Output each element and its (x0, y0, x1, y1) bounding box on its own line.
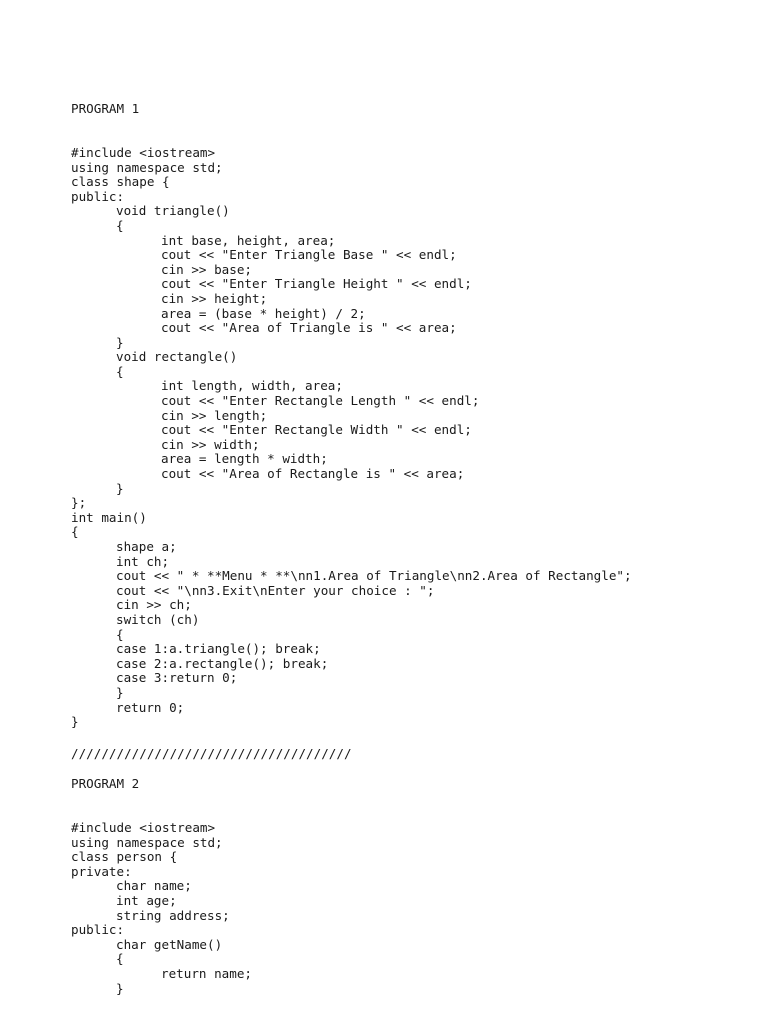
code-line: cin >> length; (161, 407, 268, 423)
code-line: public: (71, 188, 125, 204)
program-2-title: PROGRAM 2 (71, 776, 140, 792)
code-line: cin >> base; (161, 261, 252, 277)
code-line: { (71, 524, 79, 540)
code-line: return 0; (116, 699, 185, 715)
code-line: { (116, 951, 124, 967)
code-line: } (71, 714, 79, 730)
code-line: int length, width, area; (161, 378, 343, 394)
code-line: char name; (116, 878, 192, 894)
separator-text: ///////////////////////////////////// (71, 746, 352, 762)
program-1-lines (71, 146, 632, 730)
code-line: public: (71, 922, 125, 938)
code-line: cin >> height; (161, 290, 268, 306)
code-line: int age; (116, 892, 177, 908)
program-2-code-block (71, 748, 252, 1025)
code-line: using namespace std; (71, 834, 223, 850)
code-line: area = (base * height) / 2; (161, 305, 366, 321)
code-line: area = length * width; (161, 451, 328, 467)
code-line: { (116, 217, 124, 233)
code-line: void rectangle() (116, 349, 238, 365)
code-line: using namespace std; (71, 159, 223, 175)
code-line: cout << "Area of Rectangle is " << area; (161, 466, 465, 482)
code-line: cout << "Enter Rectangle Width " << endl; (161, 422, 472, 438)
code-line: } (116, 334, 124, 350)
code-line: cout << "\nn3.Exit\nEnter your choice : "; (116, 582, 435, 598)
code-line: int ch; (116, 553, 170, 569)
code-line: case 1:a.triangle(); break; (116, 641, 321, 657)
code-line: } (116, 980, 124, 996)
code-line: class person { (71, 849, 178, 865)
code-line: cout << "Enter Rectangle Length " << endl; (161, 393, 480, 409)
code-line: int base, height, area; (161, 232, 336, 248)
code-line: char getName() (116, 936, 223, 952)
code-line: string address; (116, 907, 230, 923)
program-1-code-block (71, 73, 632, 759)
code-line: cin >> ch; (116, 597, 192, 613)
code-line: cout << "Area of Triangle is " << area; (161, 320, 457, 336)
program-2-lines (71, 821, 252, 996)
code-line: return name; (161, 965, 252, 981)
code-line: { (116, 363, 124, 379)
code-line: cout << " * **Menu * **\nn1.Area of Triangle\nn2.Area of Rectangle"; (116, 568, 632, 584)
code-line: cout << "Enter Triangle Base " << endl; (161, 247, 457, 263)
code-line: void triangle() (116, 203, 230, 219)
code-line: private: (71, 863, 132, 879)
code-line: }; (71, 495, 87, 511)
code-line: } (116, 480, 124, 496)
code-line: shape a; (116, 539, 177, 554)
code-line: cout << "Enter Triangle Height " << endl; (161, 276, 472, 292)
code-line: cin >> width; (161, 436, 260, 452)
code-line: } (116, 684, 124, 700)
code-line: #include <iostream> (71, 144, 216, 160)
code-line: class shape { (71, 174, 170, 190)
code-line: int main() (71, 509, 147, 525)
code-line: #include <iostream> (71, 819, 216, 835)
code-line: switch (ch) (116, 611, 200, 627)
code-line: case 2:a.rectangle(); break; (116, 655, 329, 671)
program-1-title: PROGRAM 1 (71, 101, 140, 117)
code-line: { (116, 626, 124, 642)
code-line: case 3:return 0; (116, 670, 238, 686)
